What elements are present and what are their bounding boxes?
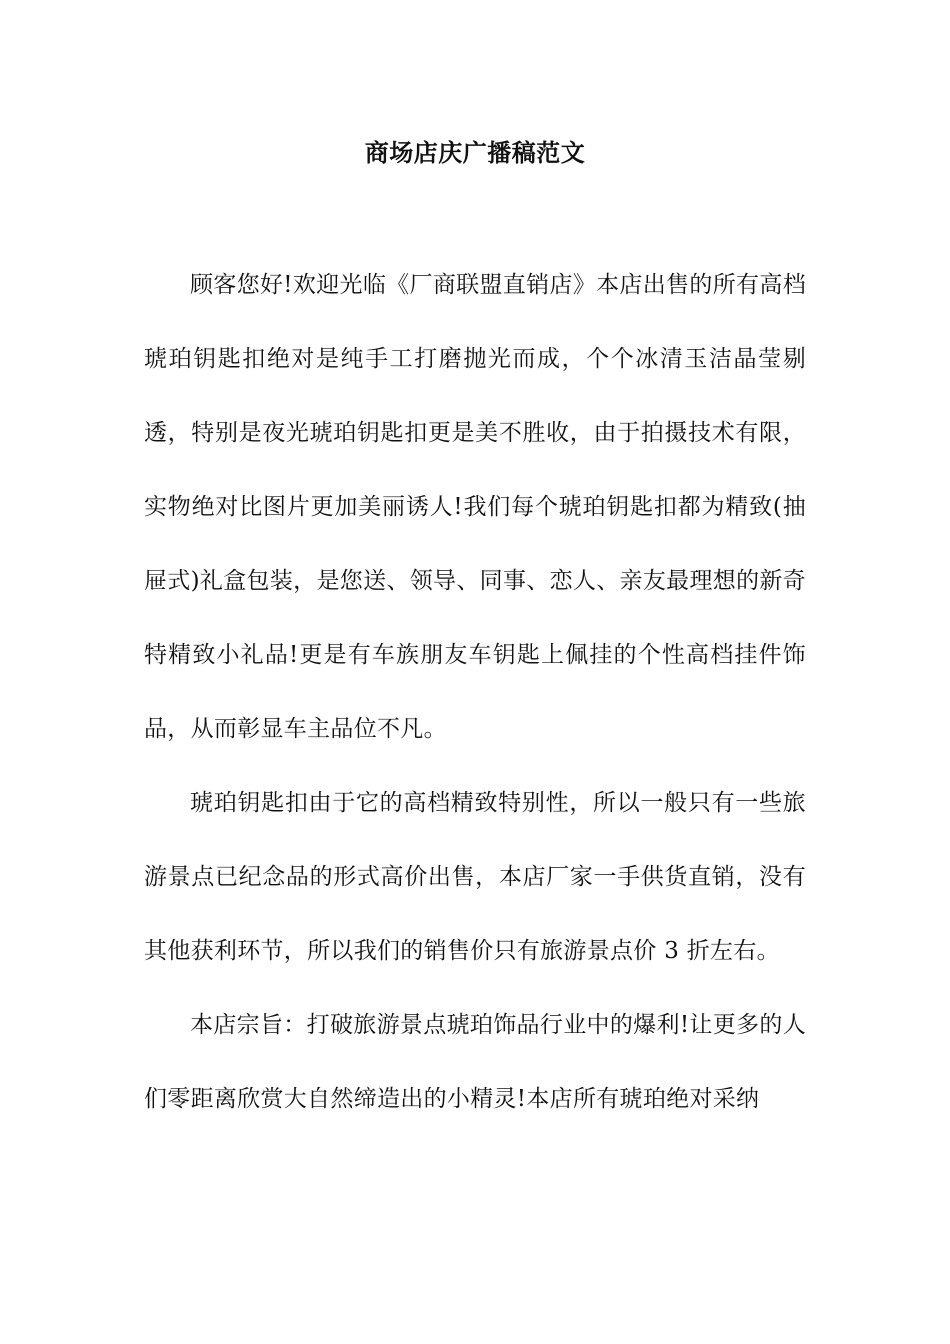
document-body	[144, 248, 806, 1136]
paragraph-pricing: 琥珀钥匙扣由于它的高档精致特别性，所以一般只有一些旅游景点已纪念品的形式高价出售，本店厂家一手供货直销，没有其他获利环节，所以我们的销售价只有旅游景点价 3 折左右。	[144, 790, 806, 964]
paragraph-mission: 本店宗旨：打破旅游景点琥珀饰品行业中的爆利!让更多的人们零距离欣赏大自然缔造出的小精灵!本店所有琥珀绝对采纳	[144, 1012, 806, 1112]
document-title: 商场店庆广播稿范文	[364, 138, 586, 167]
paragraph-welcome: 顾客您好!欢迎光临《厂商联盟直销店》本店出售的所有高档琥珀钥匙扣绝对是纯手工打磨抛光而成，个个冰清玉洁晶莹剔透，特别是夜光琥珀钥匙扣更是美不胜收，由于拍摄技术有限，实物绝对比图片更加美丽诱人!我们每个琥珀钥匙扣都为精致(抽屉式)礼盒包装，是您送、领导、同事、恋人、亲友最理想的新奇特精致小礼品!更是有车族朋友车钥匙上佩挂的个性高档挂件饰品，从而彰显车主品位不凡。	[144, 272, 806, 742]
